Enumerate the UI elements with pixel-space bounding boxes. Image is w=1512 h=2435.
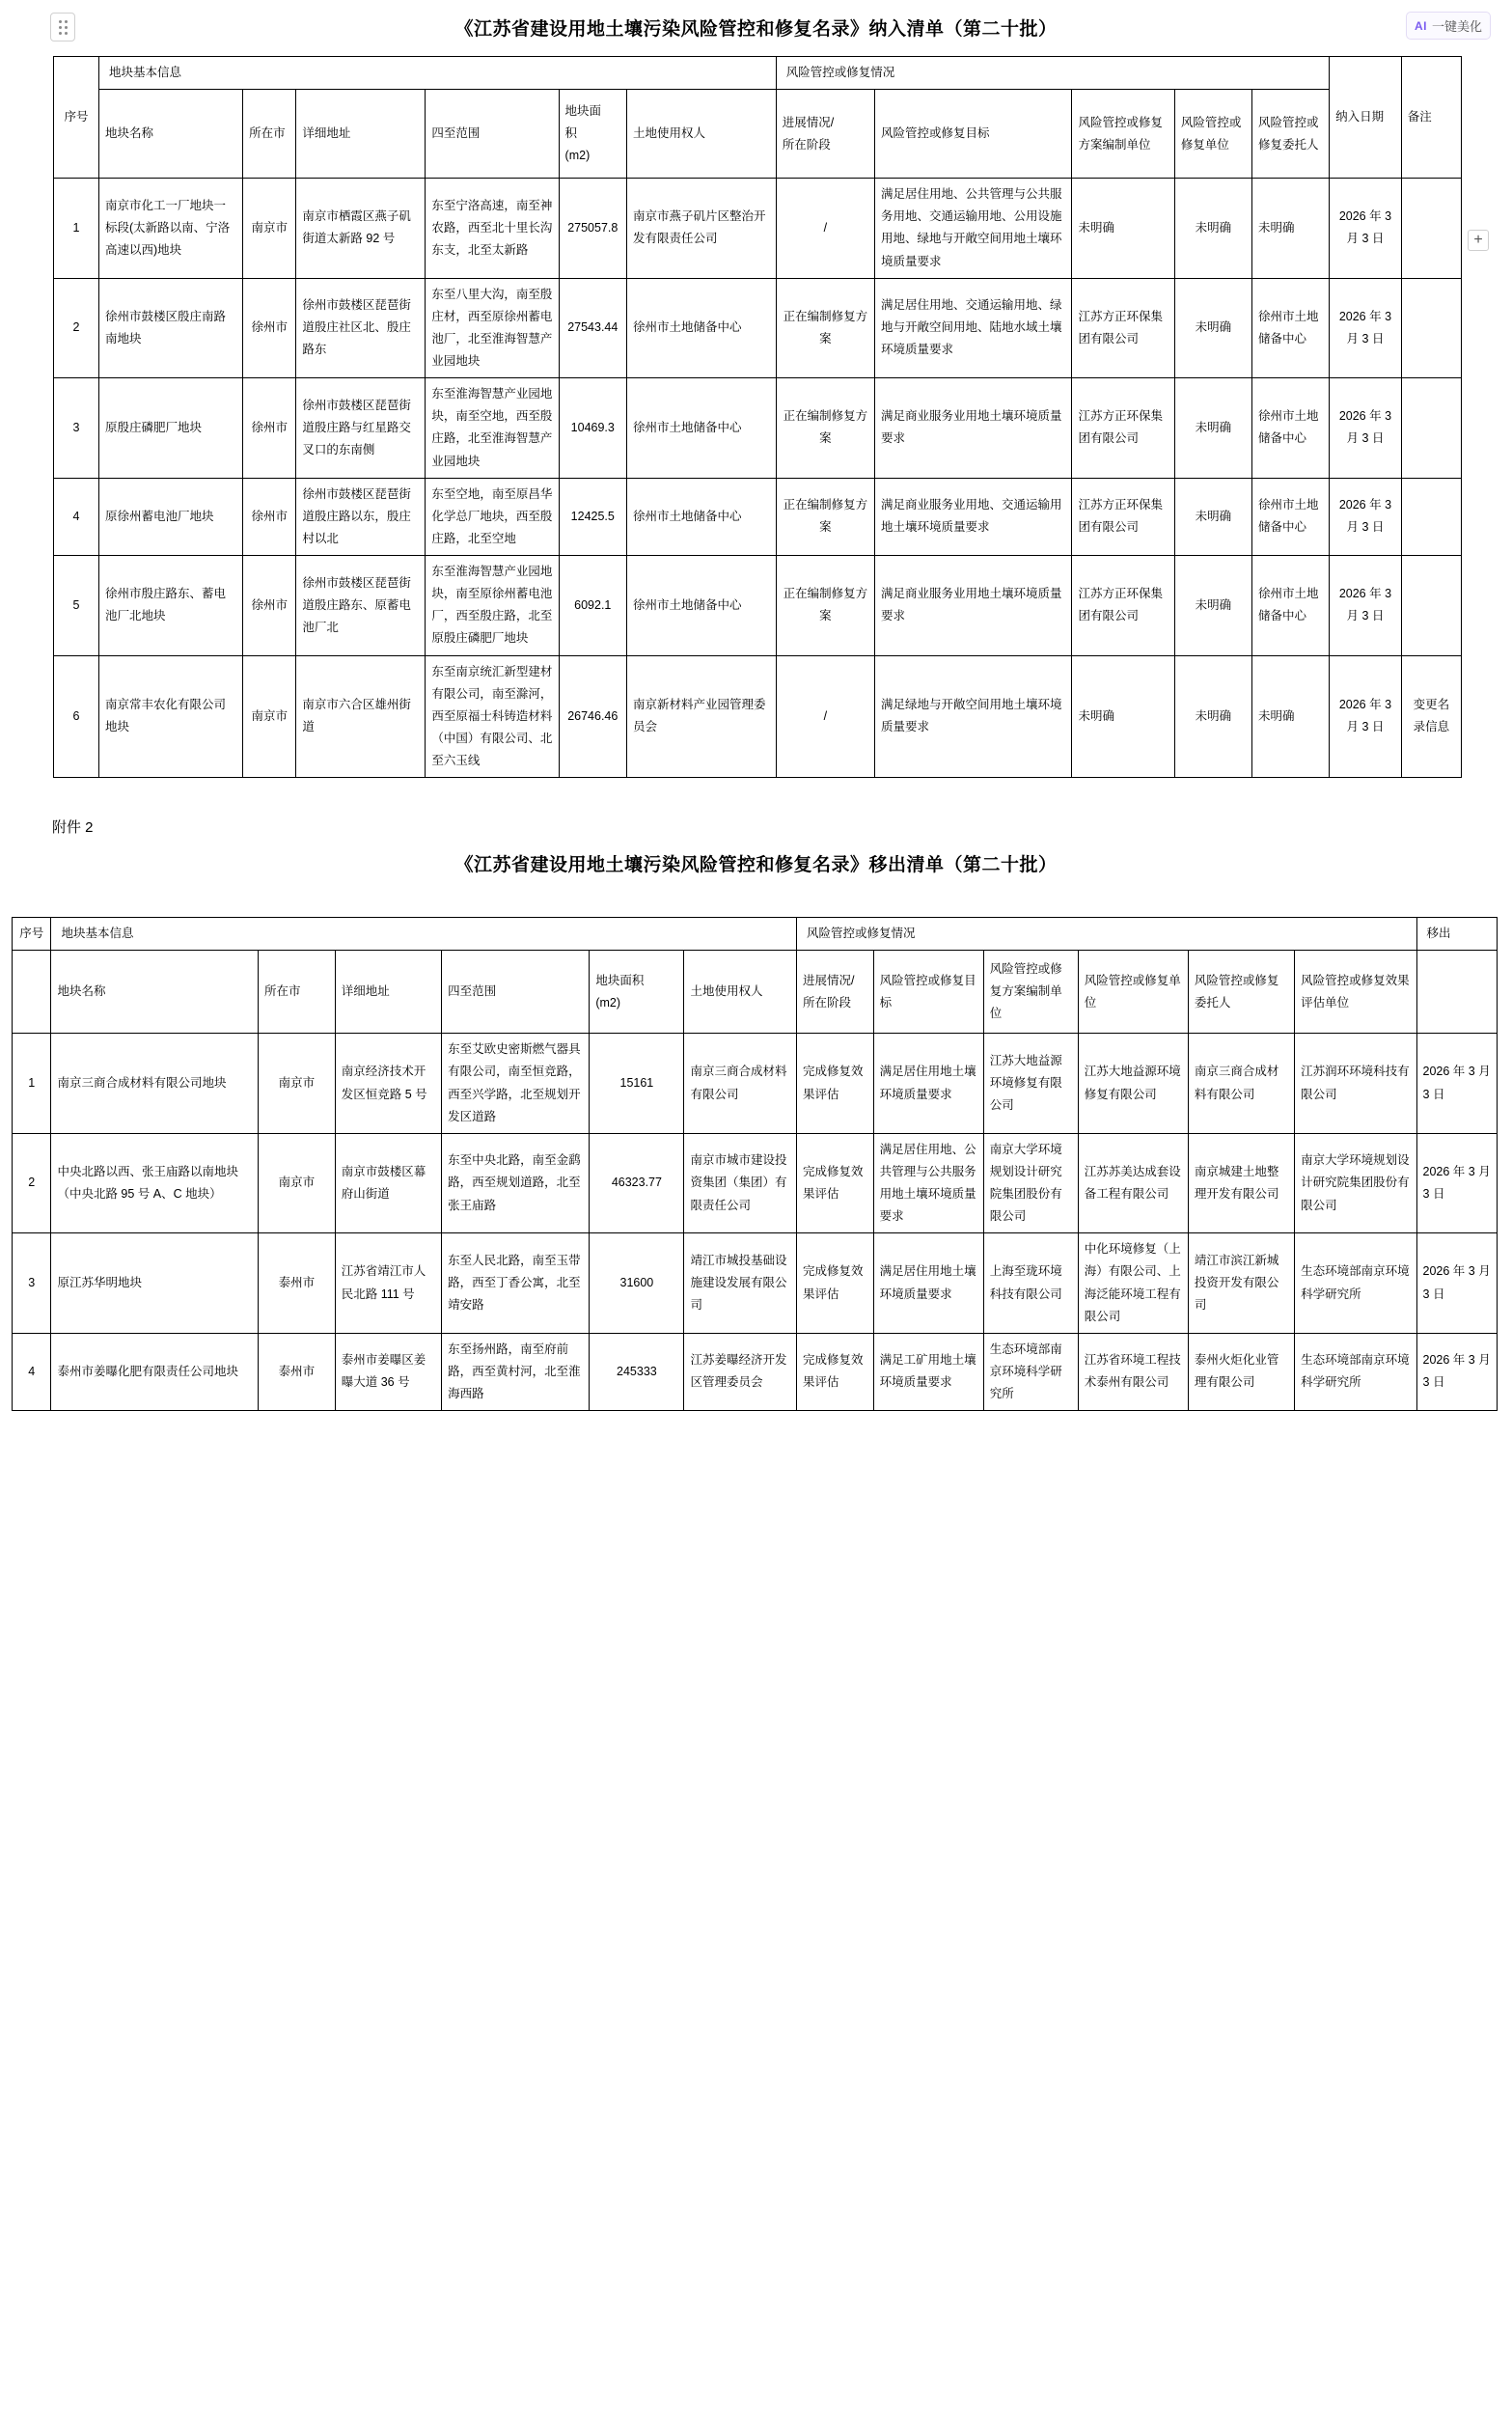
row2-address: 江苏省靖江市人民北路 111 号: [335, 1233, 441, 1334]
row-entrust: 徐州市土地储备中心: [1251, 556, 1329, 656]
row2-plan-unit: 南京大学环境规划设计研究院集团股份有限公司: [983, 1133, 1078, 1233]
header2-area: [590, 951, 684, 1034]
document-title-2: 《江苏省建设用地土壤污染风险管控和修复名录》移出清单（第二十批）: [454, 855, 1058, 876]
header-area-line1: 地块面: [564, 103, 602, 118]
row-area: 6092.1: [559, 556, 626, 656]
row-remark: 变更名录信息: [1401, 655, 1461, 778]
row2-assess-unit: 南京大学环境规划设计研究院集团股份有限公司: [1295, 1133, 1416, 1233]
header2-group-move-out: 移出: [1416, 918, 1497, 951]
table-row: [13, 1034, 1498, 1134]
row2-repair-unit: 江苏苏美达成套设备工程有限公司: [1078, 1133, 1188, 1233]
row-plot-name: 徐州市殷庄路东、蓄电池厂北地块: [98, 556, 242, 656]
header2-progress: [796, 951, 873, 1034]
row2-progress: 完成修复效果评估: [796, 1333, 873, 1410]
row-remark: [1401, 179, 1461, 279]
row-city: 徐州市: [243, 478, 296, 555]
row-area: 26746.46: [559, 655, 626, 778]
ai-beautify-label: 一键美化: [1431, 19, 1482, 34]
row-progress: 正在编制修复方案: [776, 278, 874, 378]
row2-scope: 东至人民北路，南至玉带路，西至丁香公寓，北至靖安路: [442, 1233, 590, 1334]
header-repair-unit: 风险管控或修复单位: [1174, 90, 1251, 179]
row-land-owner: 徐州市土地储备中心: [627, 556, 777, 656]
row-target: 满足商业服务业用地土壤环境质量要求: [875, 556, 1072, 656]
row-land-owner: 徐州市土地储备中心: [627, 278, 777, 378]
row-plot-name: 徐州市鼓楼区殷庄南路南地块: [98, 278, 242, 378]
row-city: 徐州市: [243, 556, 296, 656]
header-remark: [1401, 57, 1461, 179]
row2-target: 满足居住用地土壤环境质量要求: [873, 1034, 983, 1134]
header2-progress-line1: 进展情况/: [802, 973, 855, 987]
header-include-date: [1330, 57, 1402, 179]
row-repair-unit: 未明确: [1174, 278, 1251, 378]
table2-group-header-row: [13, 918, 1498, 951]
row-land-owner: 南京市燕子矶片区整治开发有限责任公司: [627, 179, 777, 279]
row-date: 2026 年 3 月 3 日: [1330, 478, 1402, 555]
row2-land-owner: 南京三商合成材料有限公司: [684, 1034, 797, 1134]
row2-area: 46323.77: [590, 1133, 684, 1233]
row2-land-owner: 江苏姜曝经济开发区管理委员会: [684, 1333, 797, 1410]
row-area: 27543.44: [559, 278, 626, 378]
row2-date: 2026 年 3 月 3 日: [1416, 1233, 1497, 1334]
header-address: 详细地址: [296, 90, 426, 179]
row2-city: 南京市: [259, 1133, 336, 1233]
add-column-button[interactable]: +: [1468, 230, 1489, 251]
table2-column-header-row: [13, 951, 1498, 1034]
row2-date: 2026 年 3 月 3 日: [1416, 1133, 1497, 1233]
header2-group-risk-info: 风险管控或修复情况: [796, 918, 1416, 951]
row2-index: 1: [13, 1034, 51, 1134]
header-area-line3: (m2): [564, 149, 591, 163]
header2-scope: 四至范围: [442, 951, 590, 1034]
row2-land-owner: 南京市城市建设投资集团（集团）有限责任公司: [684, 1133, 797, 1233]
removal-list-table: [12, 917, 1498, 1411]
row-plot-name: 南京市化工一厂地块一标段(太新路以南、宁洛高速以西)地块: [98, 179, 242, 279]
header2-repair-unit: 风险管控或修复单位: [1078, 951, 1188, 1034]
row-index: 5: [54, 556, 99, 656]
header2-target: 风险管控或修复目标: [873, 951, 983, 1034]
row-plan-unit: 江苏方正环保集团有限公司: [1072, 378, 1174, 479]
row2-index: 3: [13, 1233, 51, 1334]
row-index: 4: [54, 478, 99, 555]
row2-land-owner: 靖江市城投基础设施建设发展有限公司: [684, 1233, 797, 1334]
header-area-line2: 积: [564, 126, 578, 141]
header-group-basic-info: 地块基本信息: [98, 57, 776, 90]
row-entrust: 未明确: [1251, 179, 1329, 279]
row-target: 满足居住用地、公共管理与公共服务用地、交通运输用地、公用设施用地、绿地与开敞空间用地土壤环境质量要求: [875, 179, 1072, 279]
header-scope: 四至范围: [426, 90, 559, 179]
row-remark: [1401, 478, 1461, 555]
row-land-owner: 南京新材料产业园管理委员会: [627, 655, 777, 778]
header2-city: 所在市: [259, 951, 336, 1034]
row-land-owner: 徐州市土地储备中心: [627, 478, 777, 555]
row2-target: 满足居住用地土壤环境质量要求: [873, 1233, 983, 1334]
row-date: 2026 年 3 月 3 日: [1330, 655, 1402, 778]
row-date: 2026 年 3 月 3 日: [1330, 278, 1402, 378]
row2-plan-unit: 江苏大地益源环境修复有限公司: [983, 1034, 1078, 1134]
row2-plot-name: 原江苏华明地块: [51, 1233, 259, 1334]
table-row: [54, 378, 1462, 479]
row2-area: 245333: [590, 1333, 684, 1410]
row2-date: 2026 年 3 月 3 日: [1416, 1333, 1497, 1410]
row2-entrust: 南京三商合成材料有限公司: [1188, 1034, 1294, 1134]
row2-repair-unit: 江苏省环境工程技术泰州有限公司: [1078, 1333, 1188, 1410]
inclusion-table-body: [54, 179, 1462, 778]
row-progress: 正在编制修复方案: [776, 478, 874, 555]
row-city: 徐州市: [243, 278, 296, 378]
table-row: [13, 1233, 1498, 1334]
row-area: 12425.5: [559, 478, 626, 555]
header-plan-unit: 风险管控或修复方案编制单位: [1072, 90, 1174, 179]
header-index-text: 序号: [64, 109, 89, 124]
row2-area: 31600: [590, 1233, 684, 1334]
header2-land-owner: 土地使用权人: [684, 951, 797, 1034]
row2-plot-name: 中央北路以西、张王庙路以南地块（中央北路 95 号 A、C 地块）: [51, 1133, 259, 1233]
row-date: 2026 年 3 月 3 日: [1330, 179, 1402, 279]
row-address: 南京市栖霞区燕子矶街道太新路 92 号: [296, 179, 426, 279]
row2-date: 2026 年 3 月 3 日: [1416, 1034, 1497, 1134]
row-plan-unit: 未明确: [1072, 179, 1174, 279]
row-repair-unit: 未明确: [1174, 655, 1251, 778]
table-row: [54, 179, 1462, 279]
header2-address: 详细地址: [335, 951, 441, 1034]
row2-entrust: 南京城建土地整理开发有限公司: [1188, 1133, 1294, 1233]
row2-target: 满足居住用地、公共管理与公共服务用地土壤环境质量要求: [873, 1133, 983, 1233]
row-plan-unit: 江苏方正环保集团有限公司: [1072, 478, 1174, 555]
row-progress: /: [776, 655, 874, 778]
row2-plot-name: 泰州市姜曝化肥有限责任公司地块: [51, 1333, 259, 1410]
row-plan-unit: 江苏方正环保集团有限公司: [1072, 556, 1174, 656]
table-row: [54, 556, 1462, 656]
row-scope: 东至空地，南至原昌华化学总厂地块，西至殷庄路，北至空地: [426, 478, 559, 555]
row2-progress: 完成修复效果评估: [796, 1034, 873, 1134]
row-remark: [1401, 278, 1461, 378]
row2-city: 泰州市: [259, 1333, 336, 1410]
header-progress-line1: 进展情况/: [782, 115, 835, 129]
header2-group-basic-info: 地块基本信息: [51, 918, 797, 951]
row-repair-unit: 未明确: [1174, 478, 1251, 555]
header-entrust: 风险管控或修复委托人: [1251, 90, 1329, 179]
header2-area-line2: (m2): [595, 995, 621, 1010]
row-address: 徐州市鼓楼区琵琶街道殷庄路以东，殷庄村以北: [296, 478, 426, 555]
removal-table-body: [13, 1034, 1498, 1411]
row2-address: 南京经济技术开发区恒竞路 5 号: [335, 1034, 441, 1134]
header-area: [559, 90, 626, 179]
grip-dots-icon: [59, 20, 68, 35]
row-scope: 东至淮海智慧产业园地块，南至空地，西至殷庄路，北至淮海智慧产业园地块: [426, 378, 559, 479]
row-progress: 正在编制修复方案: [776, 378, 874, 479]
row-plot-name: 南京常丰农化有限公司地块: [98, 655, 242, 778]
row2-city: 泰州市: [259, 1233, 336, 1334]
row2-plan-unit: 生态环境部南京环境科学研究所: [983, 1333, 1078, 1410]
row2-address: 泰州市姜曝区姜曝大道 36 号: [335, 1333, 441, 1410]
row-scope: 东至八里大沟，南至殷庄材，西至原徐州蓄电池厂，北至淮海智慧产业园地块: [426, 278, 559, 378]
row2-scope: 东至扬州路，南至府前路，西至黄村河，北至淮海西路: [442, 1333, 590, 1410]
row-plan-unit: 江苏方正环保集团有限公司: [1072, 278, 1174, 378]
row2-city: 南京市: [259, 1034, 336, 1134]
row2-assess-unit: 江苏润环环境科技有限公司: [1295, 1034, 1416, 1134]
row2-area: 15161: [590, 1034, 684, 1134]
row2-plan-unit: 上海至珑环境科技有限公司: [983, 1233, 1078, 1334]
row-address: 徐州市鼓楼区琵琶街道殷庄社区北、殷庄路东: [296, 278, 426, 378]
row2-address: 南京市鼓楼区幕府山街道: [335, 1133, 441, 1233]
row-repair-unit: 未明确: [1174, 556, 1251, 656]
header-land-owner: 土地使用权人: [627, 90, 777, 179]
header2-entrust: 风险管控或修复委托人: [1188, 951, 1294, 1034]
row-address: 南京市六合区雄州街道: [296, 655, 426, 778]
row2-repair-unit: 中化环境修复（上海）有限公司、上海泛能环境工程有限公司: [1078, 1233, 1188, 1334]
row-land-owner: 徐州市土地储备中心: [627, 378, 777, 479]
row-progress: /: [776, 179, 874, 279]
row-repair-unit: 未明确: [1174, 378, 1251, 479]
row2-progress: 完成修复效果评估: [796, 1133, 873, 1233]
header-plot-name: 地块名称: [98, 90, 242, 179]
table-row: [13, 1333, 1498, 1410]
row-city: 徐州市: [243, 378, 296, 479]
attachment-label: 附件 2: [52, 819, 94, 837]
row-index: 1: [54, 179, 99, 279]
header2-assess-unit: 风险管控或修复效果评估单位: [1295, 951, 1416, 1034]
header2-area-line1: 地块面积: [595, 973, 645, 987]
row-scope: 东至宁洛高速，南至神农路，西至北十里长沟东支，北至太新路: [426, 179, 559, 279]
row2-index: 2: [13, 1133, 51, 1233]
row2-assess-unit: 生态环境部南京环境科学研究所: [1295, 1333, 1416, 1410]
header-progress: [776, 90, 874, 179]
header2-index: 序号: [13, 918, 51, 951]
row-date: 2026 年 3 月 3 日: [1330, 556, 1402, 656]
row-entrust: 徐州市土地储备中心: [1251, 478, 1329, 555]
header-remark-text: 备注: [1407, 110, 1432, 124]
ai-icon: AI: [1414, 18, 1427, 33]
header2-index-blank: [13, 951, 51, 1034]
drag-handle[interactable]: [50, 13, 75, 42]
document-title-1: 《江苏省建设用地土壤污染风险管控和修复名录》纳入清单（第二十批）: [454, 19, 1058, 40]
row-target: 满足商业服务业用地、交通运输用地土壤环境质量要求: [875, 478, 1072, 555]
row-remark: [1401, 378, 1461, 479]
row2-entrust: 靖江市滨江新城投资开发有限公司: [1188, 1233, 1294, 1334]
ai-beautify-button[interactable]: [1406, 12, 1491, 40]
row-index: 2: [54, 278, 99, 378]
row-scope: 东至南京统汇新型建材有限公司，南至滁河，西至原福士科铸造材料（中国）有限公司、北至六玉线: [426, 655, 559, 778]
row-scope: 东至淮海智慧产业园地块，南至原徐州蓄电池厂，西至殷庄路，北至原殷庄磷肥厂地块: [426, 556, 559, 656]
header2-plot-name: 地块名称: [51, 951, 259, 1034]
row-plot-name: 原徐州蓄电池厂地块: [98, 478, 242, 555]
row2-progress: 完成修复效果评估: [796, 1233, 873, 1334]
row-target: 满足居住用地、交通运输用地、绿地与开敞空间用地、陆地水域土壤环境质量要求: [875, 278, 1072, 378]
header2-move-out-date: [1416, 951, 1497, 1034]
row-entrust: 未明确: [1251, 655, 1329, 778]
row2-scope: 东至艾欧史密斯燃气器具有限公司，南至恒竞路，西至兴学路，北至规划开发区道路: [442, 1034, 590, 1134]
row2-assess-unit: 生态环境部南京环境科学研究所: [1295, 1233, 1416, 1334]
row2-repair-unit: 江苏大地益源环境修复有限公司: [1078, 1034, 1188, 1134]
row-area: 275057.8: [559, 179, 626, 279]
header-group-risk-info: 风险管控或修复情况: [776, 57, 1329, 90]
row-city: 南京市: [243, 179, 296, 279]
table-column-header-row: [54, 90, 1462, 179]
row2-entrust: 泰州火炬化业管理有限公司: [1188, 1333, 1294, 1410]
row2-plot-name: 南京三商合成材料有限公司地块: [51, 1034, 259, 1134]
row2-scope: 东至中央北路，南至金鹞路，西至规划道路，北至张王庙路: [442, 1133, 590, 1233]
row-entrust: 徐州市土地储备中心: [1251, 378, 1329, 479]
row2-index: 4: [13, 1333, 51, 1410]
row-date: 2026 年 3 月 3 日: [1330, 378, 1402, 479]
row-repair-unit: 未明确: [1174, 179, 1251, 279]
row2-target: 满足工矿用地土壤环境质量要求: [873, 1333, 983, 1410]
header-include-date-text: 纳入日期: [1335, 110, 1385, 124]
row-city: 南京市: [243, 655, 296, 778]
header-progress-line2: 所在阶段: [782, 137, 831, 152]
row-area: 10469.3: [559, 378, 626, 479]
row-index: 3: [54, 378, 99, 479]
row-index: 6: [54, 655, 99, 778]
table-row: [54, 278, 1462, 378]
row-target: 满足绿地与开敞空间用地土壤环境质量要求: [875, 655, 1072, 778]
row-plot-name: 原殷庄磷肥厂地块: [98, 378, 242, 479]
header-target: 风险管控或修复目标: [875, 90, 1072, 179]
row-entrust: 徐州市土地储备中心: [1251, 278, 1329, 378]
row-address: 徐州市鼓楼区琵琶街道殷庄路东、原蓄电池厂北: [296, 556, 426, 656]
inclusion-list-table: [53, 56, 1462, 778]
row-remark: [1401, 556, 1461, 656]
table-group-header-row: [54, 57, 1462, 90]
header-city: 所在市: [243, 90, 296, 179]
row-target: 满足商业服务业用地土壤环境质量要求: [875, 378, 1072, 479]
header2-plan-unit: 风险管控或修复方案编制单位: [983, 951, 1078, 1034]
header-index: [54, 57, 99, 179]
row-plan-unit: 未明确: [1072, 655, 1174, 778]
table-row: [54, 478, 1462, 555]
header2-progress-line2: 所在阶段: [802, 995, 851, 1010]
row-address: 徐州市鼓楼区琵琶街道殷庄路与红星路交叉口的东南侧: [296, 378, 426, 479]
table-row: [54, 655, 1462, 778]
table-row: [13, 1133, 1498, 1233]
row-progress: 正在编制修复方案: [776, 556, 874, 656]
